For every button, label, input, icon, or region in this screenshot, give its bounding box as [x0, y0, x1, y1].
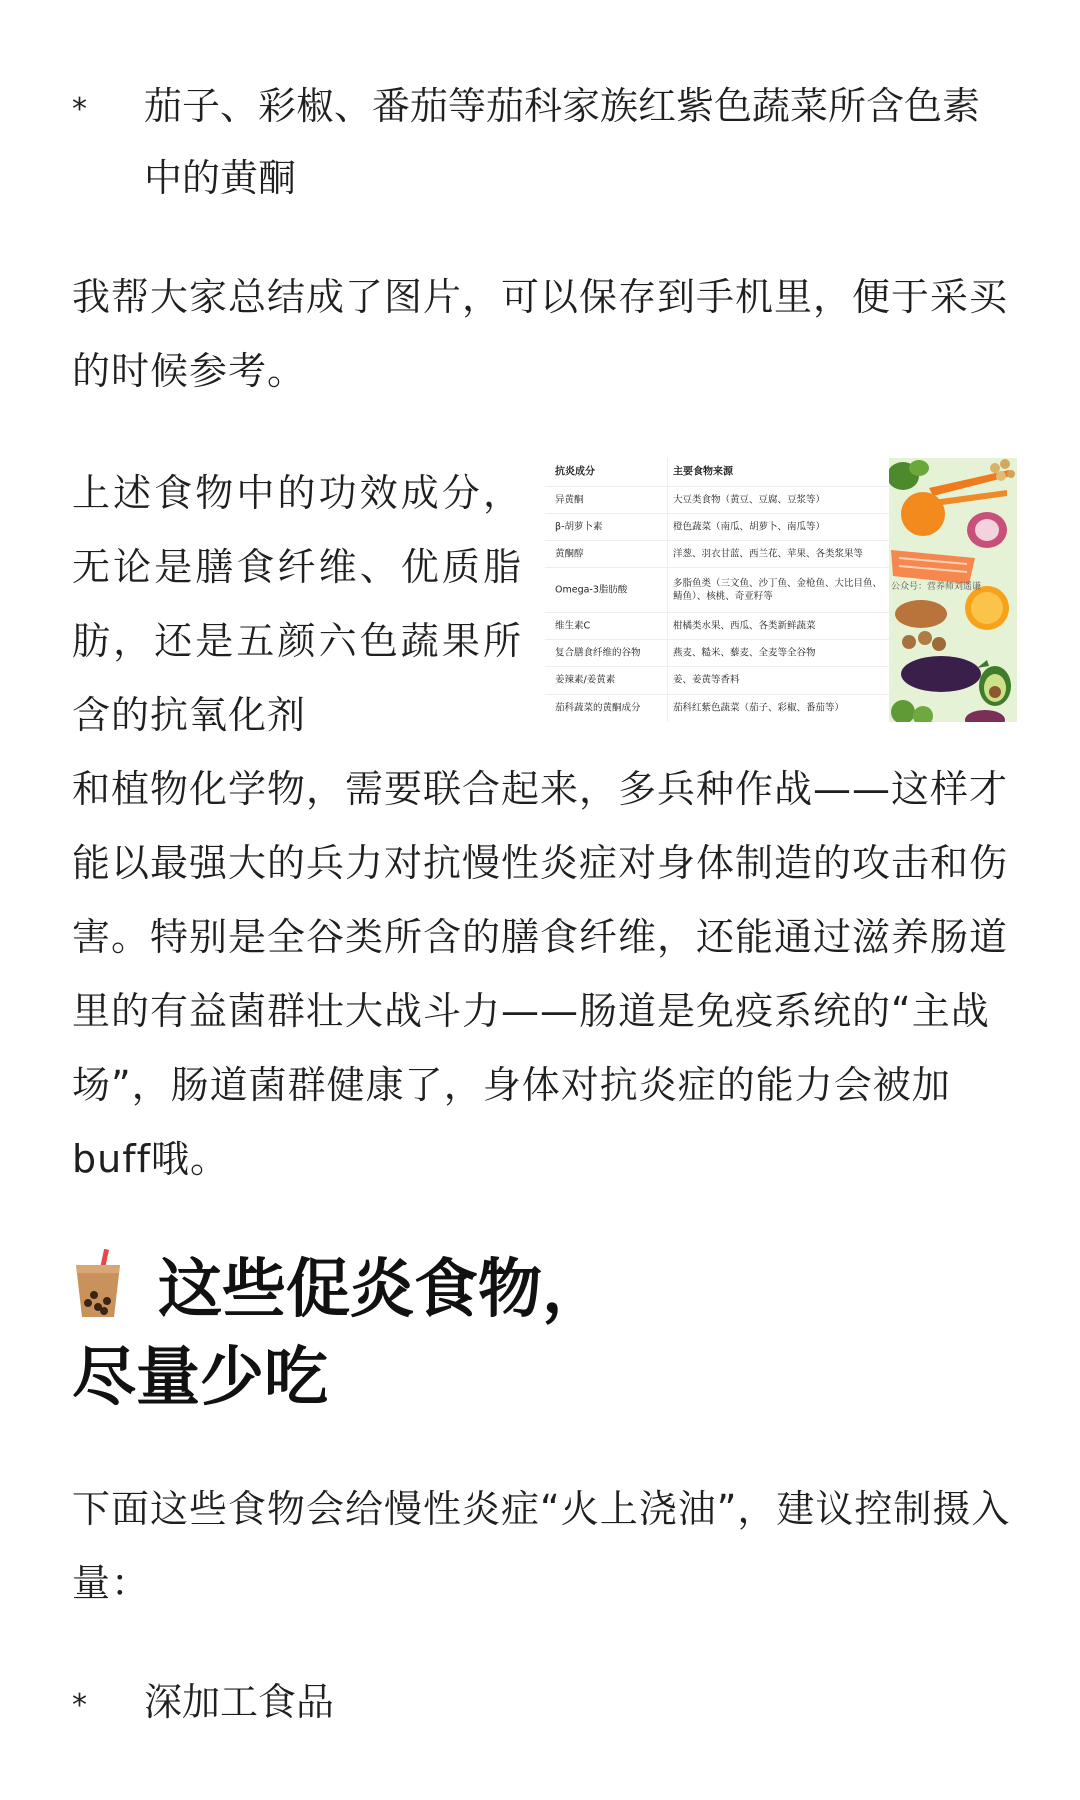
table-cell-source: 大豆类食物（黄豆、豆腐、豆浆等） — [673, 494, 826, 505]
bullet-marker: * — [72, 1688, 87, 1723]
table-cell-component: 复合膳食纤维的谷物 — [555, 647, 641, 658]
table-row — [545, 612, 889, 640]
photo-watermark: 公众号：营养师刘遥谦 — [891, 582, 982, 592]
table-row — [545, 486, 889, 514]
table-row — [545, 567, 889, 613]
table-cell-component: 异黄酮 — [555, 494, 584, 505]
table-cell-source: 柑橘类水果、西瓜、各类新鲜蔬菜 — [673, 620, 816, 631]
table-cell-source: 多脂鱼类（三文鱼、沙丁鱼、金枪鱼、大比目鱼、鲭鱼）、核桃、奇亚籽等 — [673, 577, 883, 602]
heading-line-2: 尽量少吃 — [72, 1341, 328, 1415]
table-cell-source: 姜、姜黄等香料 — [673, 674, 740, 686]
table-cell-component: 维生素C — [555, 620, 591, 631]
table-row — [545, 540, 889, 568]
bullet-item-nightshade — [72, 70, 1012, 214]
table-header-component: 抗炎成分 — [555, 466, 595, 478]
table-cell-component: β-胡萝卜素 — [555, 521, 603, 532]
table-cell-component: 茄科蔬菜的黄酮成分 — [555, 702, 641, 714]
bullet-text: 茄子、彩椒、番茄等茄科家族红紫色蔬菜所含色素中的黄酮 — [144, 84, 981, 200]
table-cell-component: 黄酮醇 — [555, 548, 584, 559]
bullet-marker: * — [72, 92, 87, 127]
table-row — [545, 694, 889, 722]
effect-paragraph-intro: 上述食物中的功效成分，无论是膳食纤维、优质脂肪，还是五颜六色蔬果所含的抗氧化剂 — [72, 471, 522, 737]
table-row — [545, 666, 889, 695]
bubble-tea-icon — [72, 1249, 124, 1319]
table-cell-source: 橙色蔬菜（南瓜、胡萝卜、南瓜等） — [673, 521, 826, 532]
section-heading — [72, 1246, 1012, 1422]
bullet-text: 深加工食品 — [144, 1680, 335, 1724]
table-cell-source: 茄科红紫色蔬菜（茄子、彩椒、番茄等） — [673, 702, 845, 714]
summary-paragraph: 我帮大家总结成了图片，可以保存到手机里，便于采买的时候参考。 — [72, 275, 1009, 393]
anti-inflammatory-table — [545, 458, 889, 722]
table-cell-source: 洋葱、羽衣甘蓝、西兰花、苹果、各类浆果等 — [673, 548, 864, 559]
food-sources-table-image[interactable] — [545, 458, 1017, 722]
table-row — [545, 513, 889, 541]
heading-line-1: 这些促炎食物， — [158, 1253, 606, 1327]
table-header-source: 主要食物来源 — [673, 466, 733, 478]
effect-paragraph-continued: 和植物化学物，需要联合起来，多兵种作战——这样才能以最强大的兵力对抗慢性炎症对身体制造的攻击和伤害。特别是全谷类所含的膳食纤维，还能通过滋养肠道里的有益菌群壮大战斗力——肠道是免疫系统的“主战场”，肠道菌群健康了，身体对抗炎症的能力会被加buff哦。 — [72, 767, 1009, 1181]
bullet-item-processed-food — [72, 1666, 1012, 1738]
table-header-row — [545, 458, 889, 487]
table-cell-source: 燕麦、糙米、藜麦、全麦等全谷物 — [673, 647, 816, 658]
assorted-foods-photo — [889, 458, 1017, 722]
table-cell-component: Omega-3脂肪酸 — [555, 584, 628, 595]
intro-paragraph: 下面这些食物会给慢性炎症“火上浇油”，建议控制摄入量： — [72, 1487, 1011, 1605]
table-row — [545, 639, 889, 667]
table-cell-component: 姜辣素/姜黄素 — [555, 674, 616, 686]
